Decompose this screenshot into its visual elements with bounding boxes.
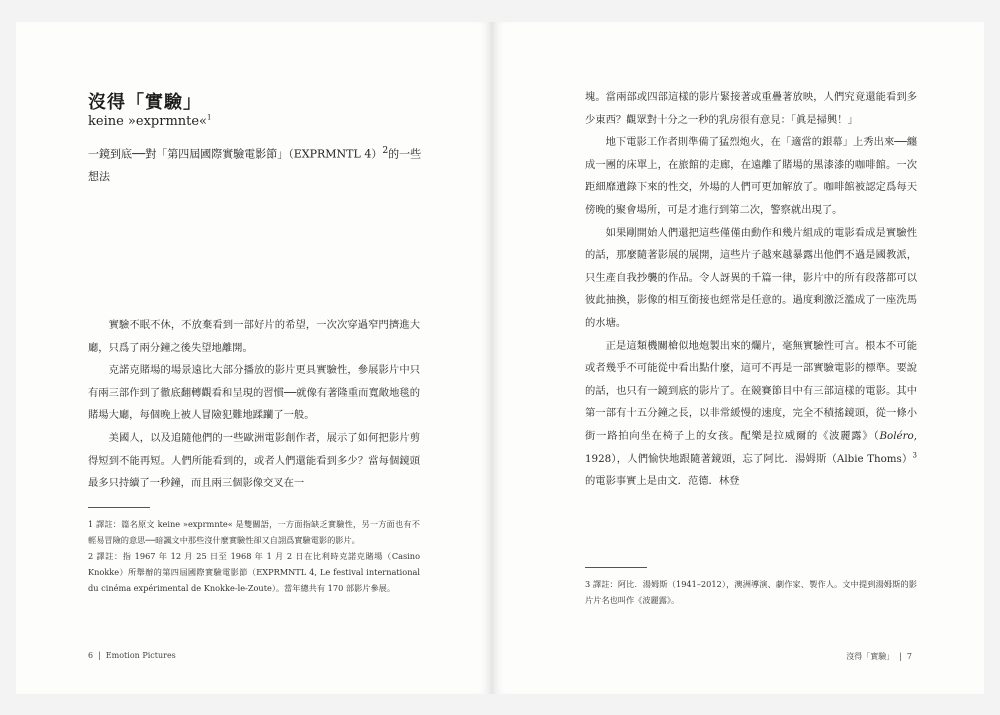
footnote-marker-3: 3 xyxy=(912,451,917,460)
paragraph-text: 正是這類機關槍似地炮製出來的爛片，毫無實驗性可言。根本不可能或者幾乎不可能從中看出點什麼，這可不再是一部實驗電影的標準。要說的話，也只有一鏡到底的影片了。在競賽節目中有三部這樣的電影。其中第一部有十五分鐘之長，以非常緩慢的速度，完全不積搖鏡頭，從一條小街一路拍向坐在椅子上的女孩。配樂是拉威爾的《波麗露》（ xyxy=(585,339,917,442)
book-gutter xyxy=(491,22,493,694)
right-footnotes xyxy=(585,576,917,608)
dek-text-start: 一鏡到底──對「第四屆國際實驗電影節」（EXPRMNTL 4） xyxy=(88,147,383,161)
dek-text-end: 的一些想法 xyxy=(88,147,422,183)
paragraph-text: , 1928），人們愉快地跟隨著鏡頭，忘了阿比．湯姆斯（Albie Thoms） xyxy=(585,429,917,465)
footnote-marker-1: 1 xyxy=(207,113,212,122)
left-body-text xyxy=(88,314,420,495)
chapter-dek xyxy=(88,140,428,188)
footnote-marker-2: 2 xyxy=(382,145,389,156)
work-title-italic: Boléro xyxy=(879,429,914,442)
page-number: 6 xyxy=(88,651,94,660)
running-title: 沒得「實驗」 xyxy=(846,652,895,661)
book-title: Emotion Pictures xyxy=(105,651,176,660)
body-paragraph xyxy=(585,335,917,493)
footnote: 1 譯註：篇名原文 keine »exprmnte« 是雙關語，一方面指缺乏實驗性，另一方面也有不輕易冒險的意思──暗諷文中那些沒什麼實驗性卻又自詡爲實驗電影的影片。 xyxy=(88,519,420,545)
body-paragraph: 地下電影工作者則準備了猛烈炮火，在「適當的銀幕」上秀出來──纏成一團的床單上，在旅館的走廊，在遠離了賭場的黑漆漆的咖啡館。一次距細靡遺錄下來的性交，外場的人們可更加解放了。咖啡館被認定爲每天傍晚的聚會場所，可是才進行到第二次，警察就出現了。 xyxy=(585,136,917,216)
folio-separator: | xyxy=(899,652,902,661)
body-paragraph: 實驗不眠不休，不放棄看到一部好片的希望，一次次穿過窄門擠進大廳，只爲了兩分鐘之後失望地離開。 xyxy=(88,319,420,354)
page-number: 7 xyxy=(906,652,912,661)
paragraph-text: 的電影事實上是由文．范德．林登 xyxy=(585,475,740,488)
subtitle-text: keine »exprmnte« xyxy=(88,114,208,129)
right-body-text xyxy=(585,86,917,493)
left-footnote-rule xyxy=(88,507,150,508)
left-folio xyxy=(88,651,176,660)
chapter-title: 沒得「實驗」 xyxy=(88,92,202,113)
body-paragraph: 美國人，以及追隨他們的一些歐洲電影創作者，展示了如何把影片剪得短到不能再短。人們所能看到的，或者人們還能看到多少？當每個鏡頭最多只持續了一秒鐘，而且兩三個影像交叉在一 xyxy=(88,431,420,490)
right-folio xyxy=(846,651,912,662)
body-paragraph: 塊。當兩部或四部這樣的影片緊接著或重疊著放映，人們究竟還能看到多少東西？觀眾對十分之一秒的乳房很有意見：「眞是掃興！」 xyxy=(585,91,917,126)
footnote: 2 譯註：指 1967 年 12 月 25 日至 1968 年 1 月 2 日在比利時克諾克賭場（Casino Knokke）所舉辦的第四屆國際實驗電影節（EXPRMNTL 4, Le festival international du cinéma expérimental de Knokke-le-Zoute）。當年總共有 170 部影片參展。 xyxy=(88,551,420,593)
body-paragraph: 如果剛開始人們還把這些僅僅由動作和幾片組成的電影看成是實驗性的話，那麼隨著影展的展開，這些片子越來越暴露出他們不過是國教派，只生產自我抄襲的作品。令人訝異的千篇一律，影片中的所有段落都可以彼此抽換，影像的相互銜接也經常是任意的。過度剩激泛濫成了一座洗馬的水塘。 xyxy=(585,226,917,329)
chapter-subtitle xyxy=(88,114,211,129)
footnote: 3 譯註：阿比．湯姆斯（1941–2012），澳洲導演、劇作家、製作人。文中提到湯姆斯的影片片名也叫作《波麗露》。 xyxy=(585,579,917,605)
body-paragraph: 克諾克賭場的場景遠比大部分播放的影片更具實驗性，參展影片中只有兩三部作到了徹底翻轉觀看和呈現的習慣──就像有著隆重而寬敞地毯的賭場大廳，每個晚上被人冒險犯難地蹂躪了一般。 xyxy=(88,364,420,422)
left-footnotes xyxy=(88,516,420,596)
right-footnote-rule xyxy=(585,567,647,568)
folio-separator: | xyxy=(98,651,101,660)
